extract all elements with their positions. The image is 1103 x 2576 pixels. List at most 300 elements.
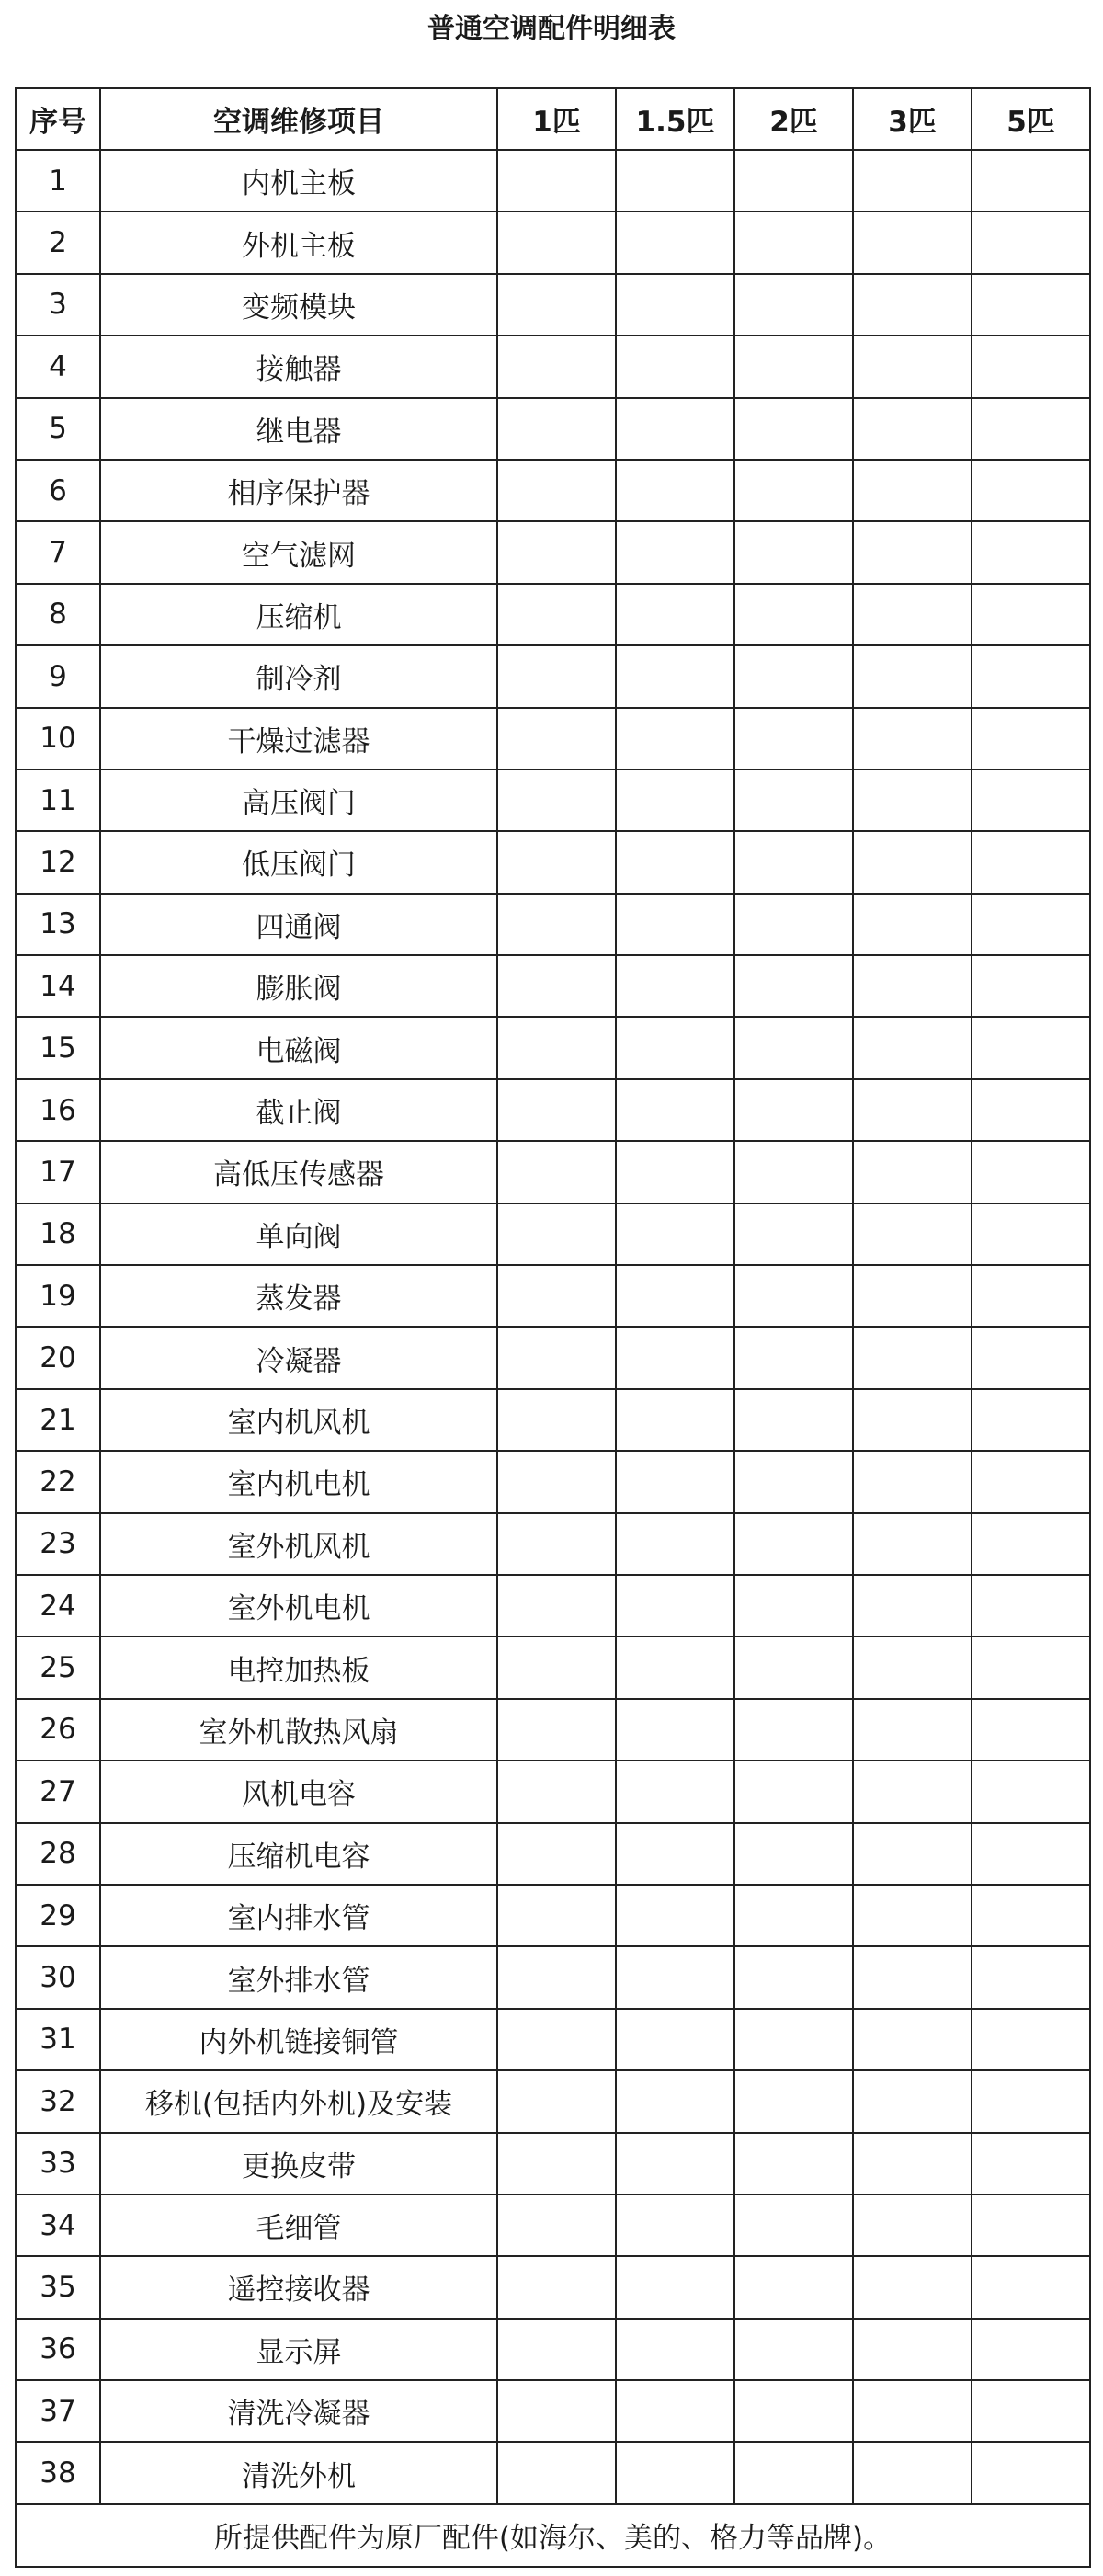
price-cell-1-5hp (616, 1203, 734, 1265)
row-serial: 32 (16, 2070, 100, 2132)
price-cell-1hp (497, 894, 616, 955)
price-cell-3hp (853, 2256, 972, 2318)
price-cell-2hp (734, 584, 853, 645)
price-cell-2hp (734, 1946, 853, 2008)
table-row (16, 1761, 1090, 1822)
price-cell-2hp (734, 2133, 853, 2194)
price-cell-5hp (972, 2070, 1090, 2132)
price-cell-1hp (497, 769, 616, 831)
table-row (16, 1513, 1090, 1575)
price-cell-1-5hp (616, 2194, 734, 2256)
price-cell-1hp (497, 460, 616, 521)
price-cell-3hp (853, 1946, 972, 2008)
price-cell-1-5hp (616, 1885, 734, 1946)
row-repair-item: 高压阀门 (100, 769, 497, 831)
price-cell-2hp (734, 274, 853, 336)
price-cell-3hp (853, 2194, 972, 2256)
price-cell-2hp (734, 398, 853, 460)
table-row (16, 2133, 1090, 2194)
price-cell-5hp (972, 1885, 1090, 1946)
row-repair-item: 内外机链接铜管 (100, 2009, 497, 2070)
price-cell-1-5hp (616, 274, 734, 336)
price-cell-1-5hp (616, 336, 734, 397)
price-cell-1hp (497, 2256, 616, 2318)
row-repair-item: 变频模块 (100, 274, 497, 336)
price-cell-2hp (734, 1823, 853, 1885)
row-serial: 26 (16, 1699, 100, 1761)
price-cell-2hp (734, 645, 853, 707)
table-row (16, 584, 1090, 645)
table-row (16, 1885, 1090, 1946)
price-cell-2hp (734, 521, 853, 583)
price-cell-2hp (734, 1575, 853, 1636)
row-repair-item: 室外机电机 (100, 1575, 497, 1636)
table-row (16, 1265, 1090, 1327)
price-cell-3hp (853, 831, 972, 893)
price-cell-2hp (734, 894, 853, 955)
price-cell-5hp (972, 2194, 1090, 2256)
price-cell-5hp (972, 1636, 1090, 1698)
price-cell-3hp (853, 1141, 972, 1203)
price-cell-5hp (972, 1265, 1090, 1327)
table-row (16, 1946, 1090, 2008)
price-cell-2hp (734, 2194, 853, 2256)
row-serial: 13 (16, 894, 100, 955)
price-cell-1-5hp (616, 831, 734, 893)
price-cell-2hp (734, 2442, 853, 2503)
price-cell-1-5hp (616, 211, 734, 273)
table-row (16, 894, 1090, 955)
price-cell-2hp (734, 2070, 853, 2132)
price-cell-2hp (734, 1451, 853, 1512)
price-cell-1hp (497, 1575, 616, 1636)
price-cell-5hp (972, 336, 1090, 397)
price-cell-1hp (497, 1389, 616, 1451)
price-cell-3hp (853, 150, 972, 211)
price-cell-5hp (972, 1451, 1090, 1512)
row-repair-item: 室内机风机 (100, 1389, 497, 1451)
header-1hp: 1匹 (497, 88, 616, 150)
price-cell-2hp (734, 211, 853, 273)
row-serial: 25 (16, 1636, 100, 1698)
row-repair-item: 风机电容 (100, 1761, 497, 1822)
price-cell-3hp (853, 274, 972, 336)
row-serial: 6 (16, 460, 100, 521)
row-repair-item: 外机主板 (100, 211, 497, 273)
price-cell-3hp (853, 584, 972, 645)
row-serial: 8 (16, 584, 100, 645)
price-cell-5hp (972, 211, 1090, 273)
table-row (16, 1141, 1090, 1203)
price-cell-5hp (972, 894, 1090, 955)
price-cell-1hp (497, 2133, 616, 2194)
row-repair-item: 接触器 (100, 336, 497, 397)
row-serial: 10 (16, 708, 100, 769)
table-row (16, 1823, 1090, 1885)
table-row (16, 1699, 1090, 1761)
table-row (16, 398, 1090, 460)
price-cell-3hp (853, 1017, 972, 1078)
row-serial: 21 (16, 1389, 100, 1451)
price-cell-1hp (497, 274, 616, 336)
price-cell-3hp (853, 1513, 972, 1575)
table-row (16, 2319, 1090, 2380)
table-row (16, 521, 1090, 583)
price-cell-3hp (853, 2319, 972, 2380)
price-cell-1-5hp (616, 1823, 734, 1885)
price-cell-3hp (853, 1823, 972, 1885)
price-cell-5hp (972, 1203, 1090, 1265)
row-serial: 18 (16, 1203, 100, 1265)
price-cell-1hp (497, 2442, 616, 2503)
row-serial: 4 (16, 336, 100, 397)
price-cell-5hp (972, 1823, 1090, 1885)
price-cell-5hp (972, 150, 1090, 211)
row-serial: 34 (16, 2194, 100, 2256)
row-serial: 11 (16, 769, 100, 831)
price-cell-1-5hp (616, 955, 734, 1017)
price-cell-1-5hp (616, 1327, 734, 1388)
price-cell-3hp (853, 708, 972, 769)
price-cell-1hp (497, 150, 616, 211)
price-cell-1hp (497, 1451, 616, 1512)
table-row (16, 336, 1090, 397)
price-cell-5hp (972, 1141, 1090, 1203)
row-repair-item: 压缩机电容 (100, 1823, 497, 1885)
price-cell-1hp (497, 521, 616, 583)
table-body (16, 150, 1090, 2504)
price-cell-3hp (853, 2133, 972, 2194)
row-repair-item: 内机主板 (100, 150, 497, 211)
price-cell-2hp (734, 1141, 853, 1203)
price-cell-1-5hp (616, 1017, 734, 1078)
price-cell-1hp (497, 1327, 616, 1388)
price-cell-3hp (853, 1636, 972, 1698)
price-cell-5hp (972, 2380, 1090, 2442)
row-repair-item: 室内排水管 (100, 1885, 497, 1946)
price-cell-2hp (734, 1761, 853, 1822)
price-cell-3hp (853, 1203, 972, 1265)
page-title: 普通空调配件明细表 (427, 13, 676, 45)
row-serial: 36 (16, 2319, 100, 2380)
row-serial: 23 (16, 1513, 100, 1575)
price-cell-5hp (972, 955, 1090, 1017)
price-cell-5hp (972, 2442, 1090, 2503)
row-serial: 22 (16, 1451, 100, 1512)
price-cell-5hp (972, 460, 1090, 521)
row-serial: 35 (16, 2256, 100, 2318)
row-serial: 30 (16, 1946, 100, 2008)
price-cell-3hp (853, 2070, 972, 2132)
price-cell-1hp (497, 584, 616, 645)
row-repair-item: 电控加热板 (100, 1636, 497, 1698)
table-row (16, 769, 1090, 831)
row-serial: 33 (16, 2133, 100, 2194)
row-serial: 27 (16, 1761, 100, 1822)
price-cell-1-5hp (616, 769, 734, 831)
price-cell-5hp (972, 1389, 1090, 1451)
row-serial: 24 (16, 1575, 100, 1636)
row-repair-item: 清洗冷凝器 (100, 2380, 497, 2442)
price-cell-1-5hp (616, 1636, 734, 1698)
price-cell-1hp (497, 1079, 616, 1141)
price-cell-1-5hp (616, 1079, 734, 1141)
row-serial: 31 (16, 2009, 100, 2070)
price-cell-3hp (853, 2442, 972, 2503)
row-repair-item: 室外排水管 (100, 1946, 497, 2008)
price-cell-2hp (734, 150, 853, 211)
price-cell-1-5hp (616, 1946, 734, 2008)
table-row (16, 708, 1090, 769)
price-cell-1-5hp (616, 2009, 734, 2070)
price-cell-2hp (734, 1079, 853, 1141)
table-row (16, 2009, 1090, 2070)
price-cell-3hp (853, 2009, 972, 2070)
header-1-5hp: 1.5匹 (616, 88, 734, 150)
price-cell-1-5hp (616, 2133, 734, 2194)
price-cell-1-5hp (616, 1699, 734, 1761)
price-cell-1-5hp (616, 2442, 734, 2503)
row-repair-item: 继电器 (100, 398, 497, 460)
table-row (16, 645, 1090, 707)
price-cell-1hp (497, 336, 616, 397)
price-cell-3hp (853, 645, 972, 707)
table-row (16, 274, 1090, 336)
price-cell-1hp (497, 398, 616, 460)
price-cell-3hp (853, 1451, 972, 1512)
table-row (16, 1203, 1090, 1265)
row-serial: 3 (16, 274, 100, 336)
price-cell-3hp (853, 1389, 972, 1451)
price-cell-5hp (972, 274, 1090, 336)
price-cell-3hp (853, 1761, 972, 1822)
row-serial: 19 (16, 1265, 100, 1327)
row-repair-item: 单向阀 (100, 1203, 497, 1265)
header-serial: 序号 (16, 88, 100, 150)
row-serial: 7 (16, 521, 100, 583)
price-cell-2hp (734, 1699, 853, 1761)
price-cell-2hp (734, 1513, 853, 1575)
price-cell-1-5hp (616, 1265, 734, 1327)
row-repair-item: 毛细管 (100, 2194, 497, 2256)
price-cell-3hp (853, 521, 972, 583)
price-cell-2hp (734, 1885, 853, 1946)
row-serial: 37 (16, 2380, 100, 2442)
price-cell-1hp (497, 2194, 616, 2256)
table-row (16, 2070, 1090, 2132)
price-cell-5hp (972, 2009, 1090, 2070)
price-cell-3hp (853, 211, 972, 273)
price-cell-5hp (972, 398, 1090, 460)
row-serial: 29 (16, 1885, 100, 1946)
price-cell-3hp (853, 894, 972, 955)
row-repair-item: 遥控接收器 (100, 2256, 497, 2318)
price-cell-3hp (853, 1699, 972, 1761)
price-cell-2hp (734, 460, 853, 521)
row-serial: 12 (16, 831, 100, 893)
price-cell-1hp (497, 955, 616, 1017)
header-row (16, 88, 1090, 150)
price-cell-5hp (972, 2256, 1090, 2318)
price-cell-1-5hp (616, 1761, 734, 1822)
price-cell-1hp (497, 645, 616, 707)
row-repair-item: 膨胀阀 (100, 955, 497, 1017)
row-serial: 2 (16, 211, 100, 273)
price-cell-1hp (497, 2070, 616, 2132)
row-repair-item: 制冷剂 (100, 645, 497, 707)
price-cell-5hp (972, 1761, 1090, 1822)
row-repair-item: 低压阀门 (100, 831, 497, 893)
price-cell-3hp (853, 1079, 972, 1141)
row-serial: 15 (16, 1017, 100, 1078)
row-repair-item: 压缩机 (100, 584, 497, 645)
price-cell-1-5hp (616, 2319, 734, 2380)
price-cell-5hp (972, 2319, 1090, 2380)
price-cell-1hp (497, 1946, 616, 2008)
header-3hp: 3匹 (853, 88, 972, 150)
price-cell-1hp (497, 211, 616, 273)
price-cell-5hp (972, 1513, 1090, 1575)
price-cell-5hp (972, 1327, 1090, 1388)
price-cell-5hp (972, 708, 1090, 769)
price-cell-2hp (734, 1203, 853, 1265)
footer-note: 所提供配件为原厂配件(如海尔、美的、格力等品牌)。 (16, 2504, 1090, 2567)
price-cell-3hp (853, 460, 972, 521)
price-cell-5hp (972, 584, 1090, 645)
price-cell-1hp (497, 1699, 616, 1761)
price-cell-1hp (497, 1265, 616, 1327)
header-repair-item: 空调维修项目 (100, 88, 497, 150)
price-cell-2hp (734, 955, 853, 1017)
price-cell-5hp (972, 521, 1090, 583)
table-row (16, 2256, 1090, 2318)
price-cell-1hp (497, 2380, 616, 2442)
price-cell-1hp (497, 1513, 616, 1575)
table-row (16, 1327, 1090, 1388)
row-serial: 1 (16, 150, 100, 211)
row-serial: 16 (16, 1079, 100, 1141)
row-repair-item: 更换皮带 (100, 2133, 497, 2194)
price-cell-3hp (853, 1575, 972, 1636)
price-cell-3hp (853, 955, 972, 1017)
price-cell-2hp (734, 2380, 853, 2442)
table-row (16, 1017, 1090, 1078)
row-serial: 38 (16, 2442, 100, 2503)
price-cell-3hp (853, 769, 972, 831)
price-cell-2hp (734, 1636, 853, 1698)
table-row (16, 2442, 1090, 2503)
footer-row (16, 2504, 1090, 2567)
price-cell-2hp (734, 336, 853, 397)
table-row (16, 831, 1090, 893)
row-repair-item: 高低压传感器 (100, 1141, 497, 1203)
price-cell-3hp (853, 336, 972, 397)
price-cell-1-5hp (616, 645, 734, 707)
price-cell-1-5hp (616, 1451, 734, 1512)
row-serial: 17 (16, 1141, 100, 1203)
price-cell-2hp (734, 2009, 853, 2070)
price-cell-1-5hp (616, 398, 734, 460)
price-cell-1-5hp (616, 708, 734, 769)
price-cell-5hp (972, 1017, 1090, 1078)
price-cell-5hp (972, 1079, 1090, 1141)
table-row (16, 955, 1090, 1017)
price-cell-3hp (853, 398, 972, 460)
row-repair-item: 蒸发器 (100, 1265, 497, 1327)
row-serial: 28 (16, 1823, 100, 1885)
row-repair-item: 室外机散热风扇 (100, 1699, 497, 1761)
price-cell-1-5hp (616, 150, 734, 211)
price-cell-1hp (497, 831, 616, 893)
table-row (16, 460, 1090, 521)
price-cell-2hp (734, 1327, 853, 1388)
price-cell-1hp (497, 1017, 616, 1078)
row-repair-item: 冷凝器 (100, 1327, 497, 1388)
row-repair-item: 相序保护器 (100, 460, 497, 521)
parts-table (15, 87, 1091, 2568)
price-cell-1-5hp (616, 460, 734, 521)
price-cell-1-5hp (616, 894, 734, 955)
price-cell-1hp (497, 2319, 616, 2380)
price-cell-1-5hp (616, 584, 734, 645)
price-cell-1hp (497, 1636, 616, 1698)
table-row (16, 211, 1090, 273)
row-repair-item: 室外机风机 (100, 1513, 497, 1575)
price-cell-2hp (734, 2319, 853, 2380)
price-cell-2hp (734, 1389, 853, 1451)
price-cell-1-5hp (616, 521, 734, 583)
row-serial: 20 (16, 1327, 100, 1388)
price-cell-1-5hp (616, 1513, 734, 1575)
price-cell-3hp (853, 1885, 972, 1946)
price-cell-2hp (734, 708, 853, 769)
price-cell-1hp (497, 2009, 616, 2070)
price-cell-1hp (497, 1885, 616, 1946)
price-cell-3hp (853, 1327, 972, 1388)
row-repair-item: 空气滤网 (100, 521, 497, 583)
price-cell-1hp (497, 1761, 616, 1822)
price-cell-2hp (734, 1265, 853, 1327)
row-repair-item: 截止阀 (100, 1079, 497, 1141)
price-cell-5hp (972, 1575, 1090, 1636)
price-cell-1hp (497, 1141, 616, 1203)
header-2hp: 2匹 (734, 88, 853, 150)
table-row (16, 2380, 1090, 2442)
price-cell-5hp (972, 831, 1090, 893)
price-cell-1hp (497, 708, 616, 769)
price-cell-5hp (972, 1699, 1090, 1761)
row-serial: 9 (16, 645, 100, 707)
price-cell-5hp (972, 645, 1090, 707)
row-serial: 14 (16, 955, 100, 1017)
price-cell-2hp (734, 831, 853, 893)
price-cell-1-5hp (616, 2070, 734, 2132)
header-5hp: 5匹 (972, 88, 1090, 150)
price-cell-1-5hp (616, 1389, 734, 1451)
price-cell-2hp (734, 1017, 853, 1078)
price-cell-5hp (972, 769, 1090, 831)
table-row (16, 150, 1090, 211)
table-row (16, 1389, 1090, 1451)
row-serial: 5 (16, 398, 100, 460)
row-repair-item: 电磁阀 (100, 1017, 497, 1078)
table-row (16, 1575, 1090, 1636)
price-cell-1-5hp (616, 2380, 734, 2442)
table-row (16, 1079, 1090, 1141)
table-row (16, 2194, 1090, 2256)
price-cell-1hp (497, 1203, 616, 1265)
price-cell-5hp (972, 2133, 1090, 2194)
